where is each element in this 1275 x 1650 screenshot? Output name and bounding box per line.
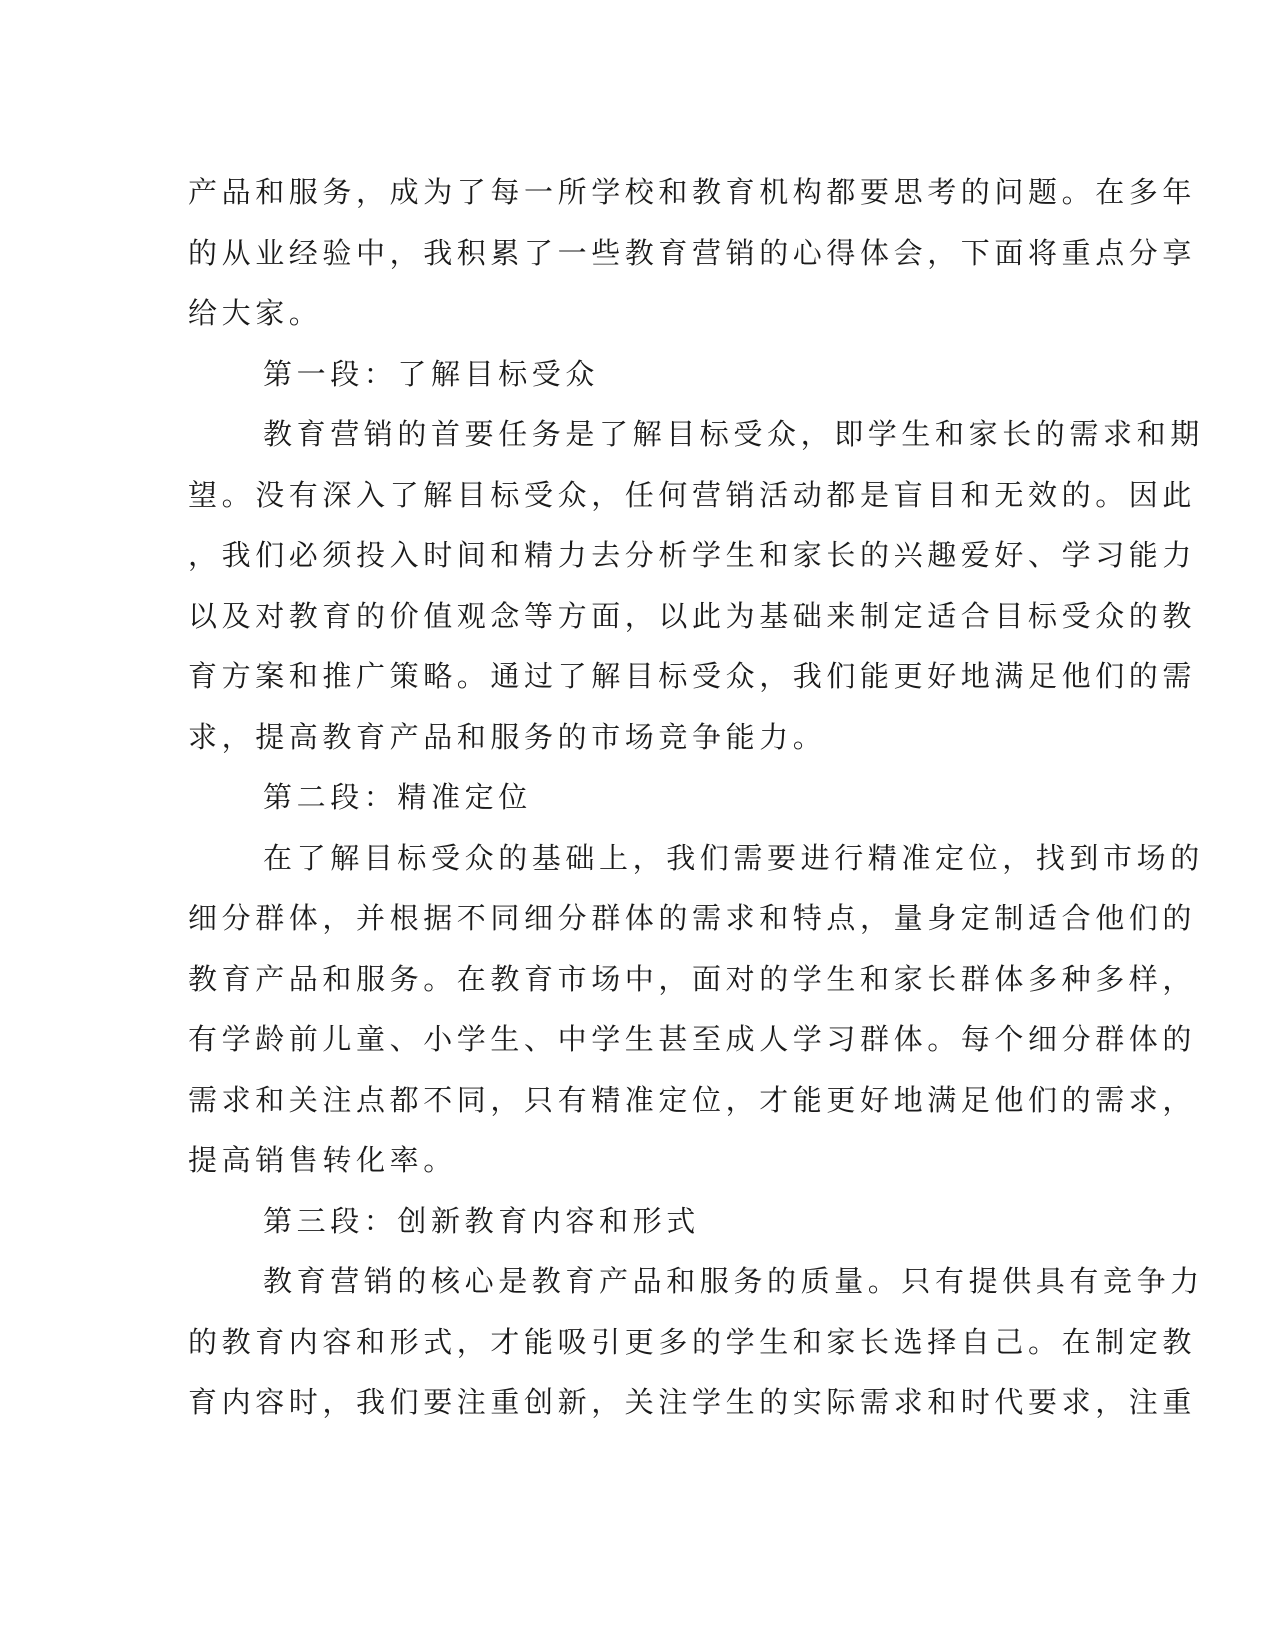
text-line: 产品和服务，成为了每一所学校和教育机构都要思考的问题。在多年: [188, 175, 1197, 209]
text-line: 求，提高教育产品和服务的市场竞争能力。: [188, 719, 827, 754]
text-line: 以及对教育的价值观念等方面，以此为基础来制定适合目标受众的教: [188, 598, 1197, 633]
text-line: 教育营销的核心是教育产品和服务的质量。只有提供具有竞争力: [263, 1264, 1204, 1298]
section-heading-1: 第一段：了解目标受众: [263, 356, 600, 391]
text-line: 育方案和推广策略。通过了解目标受众，我们能更好地满足他们的需: [188, 659, 1197, 693]
text-line: 教育营销的首要任务是了解目标受众，即学生和家长的需求和期: [263, 417, 1204, 451]
section-heading-2: 第二段：精准定位: [263, 780, 532, 814]
text-line: 细分群体，并根据不同细分群体的需求和特点，量身定制适合他们的: [188, 901, 1197, 935]
text-line: 需求和关注点都不同，只有精准定位，才能更好地满足他们的需求，: [188, 1082, 1197, 1117]
text-line: 给大家。: [188, 296, 323, 330]
text-line: 望。没有深入了解目标受众，任何营销活动都是盲目和无效的。因此: [188, 477, 1197, 512]
text-line: 育内容时，我们要注重创新，关注学生的实际需求和时代要求，注重: [188, 1385, 1197, 1419]
text-line: 有学龄前儿童、小学生、中学生甚至成人学习群体。每个细分群体的: [188, 1022, 1197, 1056]
text-line: 在了解目标受众的基础上，我们需要进行精准定位，找到市场的: [263, 840, 1204, 875]
text-line: 提高销售转化率。: [188, 1143, 457, 1177]
text-line: 的教育内容和形式，才能吸引更多的学生和家长选择自己。在制定教: [188, 1324, 1197, 1359]
text-line: ，我们必须投入时间和精力去分析学生和家长的兴趣爱好、学习能力: [188, 538, 1197, 572]
document-body: [188, 162, 1204, 1433]
text-line: 的从业经验中，我积累了一些教育营销的心得体会，下面将重点分享: [188, 235, 1197, 270]
section-heading-3: 第三段：创新教育内容和形式: [263, 1203, 700, 1238]
text-line: 教育产品和服务。在教育市场中，面对的学生和家长群体多种多样，: [188, 961, 1197, 996]
